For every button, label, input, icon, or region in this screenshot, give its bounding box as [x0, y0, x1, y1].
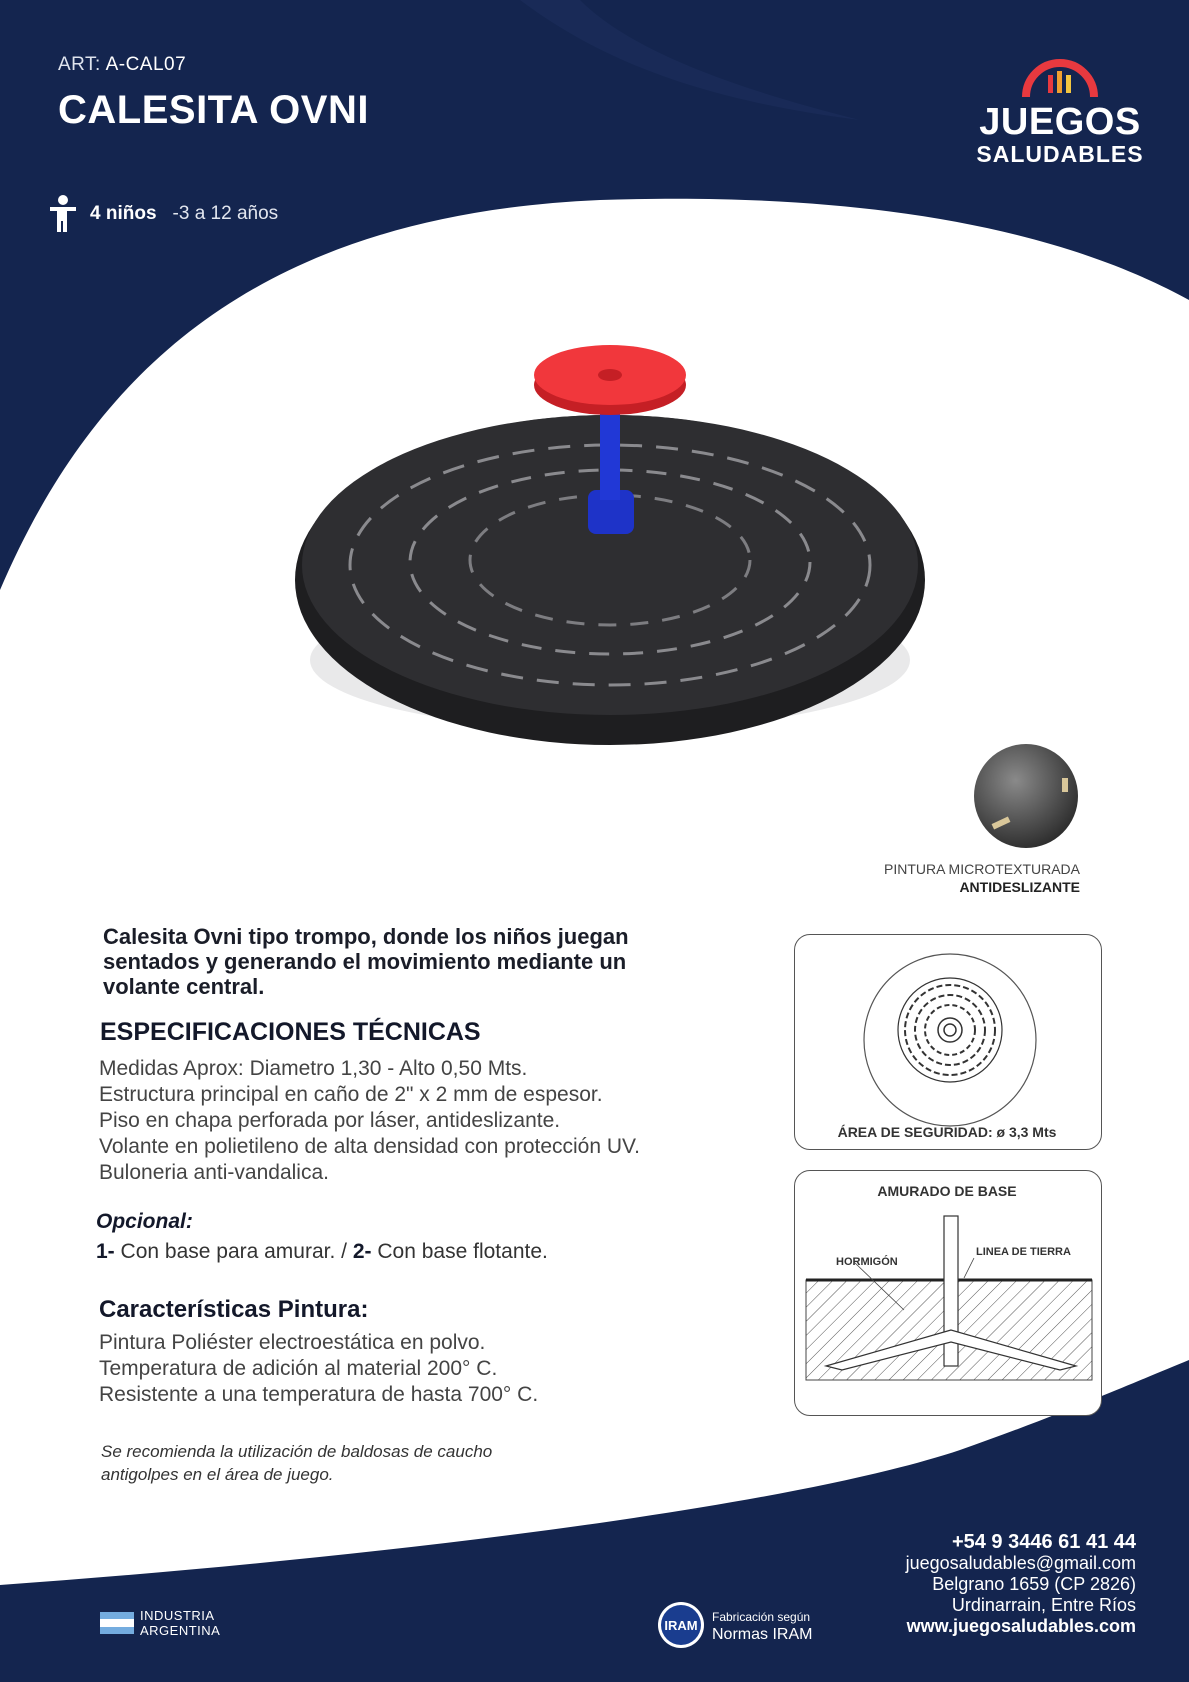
specs-heading: ESPECIFICACIONES TÉCNICAS [100, 1018, 481, 1046]
logo-line-1: JUEGOS [979, 101, 1141, 143]
safety-area-drawing [860, 950, 1040, 1130]
capacity-info [48, 194, 278, 234]
spec-item: Volante en polietileno de alta densidad con protección UV. [99, 1135, 640, 1158]
contact-address-1: Belgrano 1659 (CP 2826) [932, 1574, 1136, 1594]
iram-badge-icon [656, 1600, 706, 1650]
contact-email[interactable]: juegosaludables@gmail.com [905, 1553, 1136, 1573]
argentina-flag-icon [100, 1612, 134, 1634]
paint-heading: Características Pintura: [99, 1296, 369, 1323]
spec-item: Buloneria anti-vandalica. [99, 1161, 329, 1184]
optional-items: 1- Con base para amurar. / 2- Con base flotante. [96, 1240, 548, 1263]
logo-line-2: SALUDABLES [976, 141, 1144, 167]
spec-item: Estructura principal en caño de 2" x 2 mm de espesor. [99, 1083, 603, 1106]
article-code: ART: A-CAL07 [58, 54, 187, 75]
industria-argentina: INDUSTRIA ARGENTINA [140, 1608, 221, 1638]
svg-text:IRAM: IRAM [664, 1618, 698, 1633]
contact-phone[interactable]: +54 9 3446 61 41 44 [951, 1531, 1136, 1553]
product-description: Calesita Ovni tipo trompo, donde los niños juegan sentados y generando el movimiento mediante un volante central. [103, 924, 629, 999]
wheel-hub [598, 369, 622, 381]
safety-area-caption: ÁREA DE SEGURIDAD: ø 3,3 Mts [837, 1124, 1057, 1140]
contact-address-2: Urdinarrain, Entre Ríos [951, 1595, 1136, 1615]
optional-heading: Opcional: [96, 1210, 193, 1233]
brand-logo [975, 55, 1145, 167]
concrete-label: HORMIGÓN [836, 1256, 898, 1268]
product-image [280, 330, 940, 770]
contact-info [860, 1532, 1136, 1637]
base-anchoring-title: AMURADO DE BASE [877, 1183, 1017, 1199]
specs-list [99, 1056, 640, 1186]
texture-sample-image [972, 742, 1080, 850]
spec-item: Piso en chapa perforada por láser, antideslizante. [99, 1109, 561, 1132]
spec-item: Medidas Aprox: Diametro 1,30 - Alto 0,50 Mts. [99, 1057, 528, 1080]
recommendation-note: Se recomienda la utilización de baldosas de caucho antigolpes en el área de juego. [101, 1442, 493, 1484]
ground-line-label: LINEA DE TIERRA [976, 1246, 1071, 1258]
product-title: CALESITA OVNI [58, 88, 369, 132]
paint-item: Temperatura de adición al material 200° C. [99, 1357, 498, 1380]
texture-caption: PINTURA MICROTEXTURADA ANTIDESLIZANTE [883, 861, 1080, 895]
age-range: -3 a 12 años [172, 203, 279, 224]
contact-website[interactable]: www.juegosaludables.com [906, 1616, 1136, 1636]
paint-item: Resistente a una temperatura de hasta 700° C. [99, 1383, 539, 1406]
paint-list [99, 1330, 538, 1408]
iram-certification: Fabricación según Normas IRAM [712, 1610, 813, 1643]
arch-logo-icon [1020, 57, 1100, 99]
article-number: A-CAL07 [105, 54, 187, 75]
child-icon [48, 194, 78, 234]
paint-item: Pintura Poliéster electroestática en polvo. [99, 1331, 486, 1354]
kids-count: 4 niños [90, 203, 157, 224]
base-anchoring-drawing [804, 1210, 1094, 1390]
